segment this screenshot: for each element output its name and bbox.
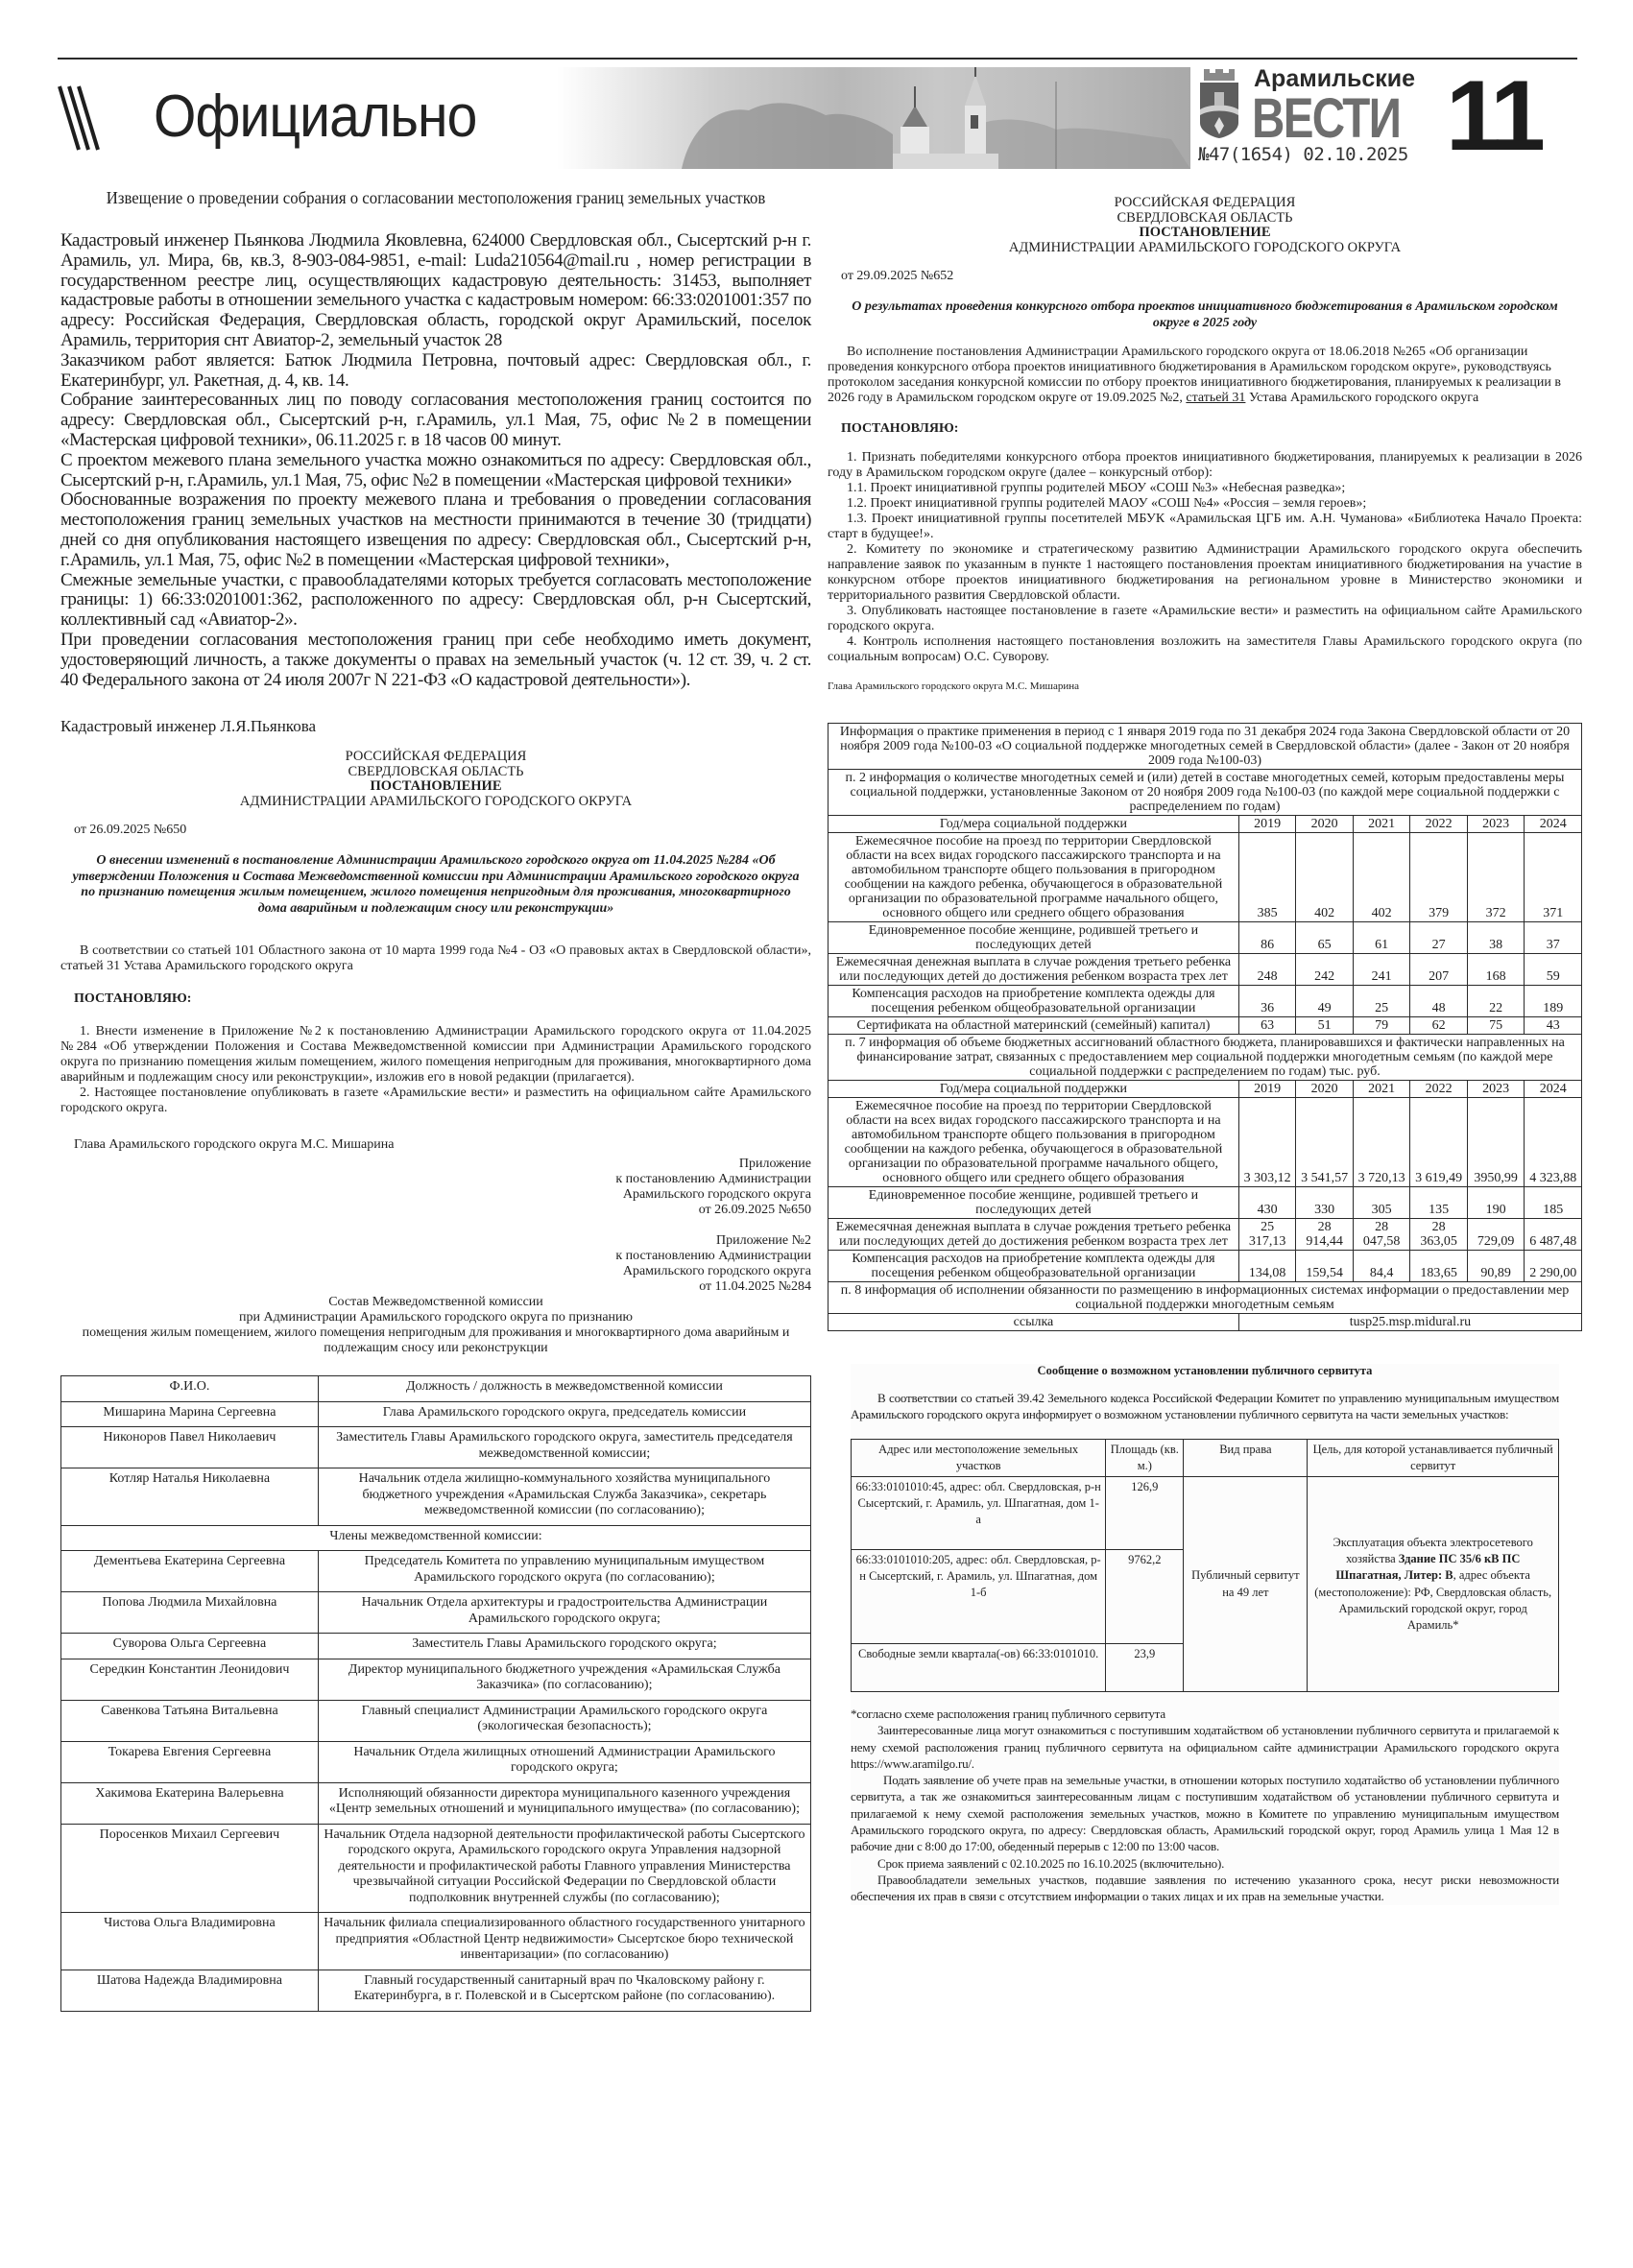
year-header: 2021 xyxy=(1353,1081,1410,1098)
year-header: 2024 xyxy=(1525,816,1582,833)
value-cell: 185 xyxy=(1525,1187,1582,1219)
plot-address: Свободные земли квартала(-ов) 66:33:0101010. xyxy=(852,1644,1106,1692)
value-cell: 3950,99 xyxy=(1467,1098,1525,1187)
member-name: Середкин Константин Леонидович xyxy=(61,1659,319,1700)
value-cell: 38 xyxy=(1467,922,1525,954)
appendix-line: к постановлению Администрации xyxy=(615,1172,811,1187)
decree-header xyxy=(828,196,1582,255)
commission-table xyxy=(60,1375,811,2012)
region-line: СВЕРДЛОВСКАЯ ОБЛАСТЬ xyxy=(348,763,524,779)
column-header: Ф.И.О. xyxy=(61,1376,319,1402)
table-row xyxy=(61,1741,811,1782)
section-title: Официально xyxy=(154,84,477,150)
measure-label: Ежемесячное пособие на проезд по территории Свердловской области на всех видах городского пассажирского транспорта и на автомобильном транспорте общего пользования в пригородном сообщении на каждого ребенка, обучающегося в образовательной организации по образовательной программе начального общего, основного общего или среднего общего образования xyxy=(829,833,1239,922)
table-row xyxy=(829,1098,1582,1187)
purpose-text: , адрес объекта (местоположение): РФ, Свердловская область, Арамильский городской округ, город Арамиль* xyxy=(1314,1568,1552,1632)
newspaper-logo xyxy=(1198,60,1582,172)
right-column xyxy=(828,188,1582,1905)
table-row xyxy=(829,1017,1582,1035)
issuer-line: АДМИНИСТРАЦИИ АРАМИЛЬСКОГО ГОРОДСКОГО ОКРУГА xyxy=(1008,239,1402,255)
column-header: Адрес или местоположение земельных участков xyxy=(852,1439,1106,1476)
column-header: Год/мера социальной поддержки xyxy=(829,1081,1239,1098)
value-cell: 190 xyxy=(1467,1187,1525,1219)
plot-address: 66:33:0101010:45, адрес: обл. Свердловская, р-н Сысертский, г. Арамиль, ул. Шпагатная, дом 1-а xyxy=(852,1477,1106,1550)
composition-title-line: при Администрации Арамильского городского округа по признанию xyxy=(238,1310,634,1325)
public-servitude-notice xyxy=(851,1364,1559,1905)
document-type: ПОСТАНОВЛЕНИЕ xyxy=(370,778,502,795)
member-name: Суворова Ольга Сергеевна xyxy=(61,1634,319,1659)
member-name: Котляр Наталья Николаевна xyxy=(61,1468,319,1526)
value-cell: 84,4 xyxy=(1353,1251,1410,1282)
right-type: Публичный сервитут на 49 лет xyxy=(1184,1477,1308,1692)
plot-area: 9762,2 xyxy=(1106,1550,1184,1644)
column-header: Цель, для которой устанавливается публичный сервитут xyxy=(1308,1439,1559,1476)
value-cell: 61 xyxy=(1353,922,1410,954)
table-row xyxy=(61,1659,811,1700)
link-label: ссылка xyxy=(829,1314,1239,1331)
value-cell: 402 xyxy=(1353,833,1410,922)
year-header: 2019 xyxy=(1238,1081,1296,1098)
decree-item: 4. Контроль исполнения настоящего постановления возложить на заместителя Главы Арамильского городского округа (по социальным вопросам) О.С. Суворову. xyxy=(828,634,1582,664)
composition-title-line: помещения жилым помещением, жилого помещения непригодным для проживания и многоквартирного дома аварийным и подлежащим сносу или реконструкции xyxy=(82,1325,790,1356)
preamble-text: Устава Арамильского городского округа xyxy=(1245,391,1479,405)
appendix-line: от 11.04.2025 №284 xyxy=(699,1279,811,1295)
decree-signature: Глава Арамильского городского округа М.С. Мишарина xyxy=(828,680,1079,692)
table-row xyxy=(61,1824,811,1913)
plot-area: 126,9 xyxy=(1106,1477,1184,1550)
value-cell: 305 xyxy=(1353,1187,1410,1219)
value-cell: 241 xyxy=(1353,954,1410,986)
member-name: Мишарина Марина Сергеевна xyxy=(61,1401,319,1427)
servitude-title: Сообщение о возможном установлении публичного сервитута xyxy=(1037,1364,1373,1377)
table-row xyxy=(829,954,1582,986)
value-cell: 63 xyxy=(1238,1017,1296,1035)
value-cell: 379 xyxy=(1410,833,1468,922)
notice-paragraph: Обоснованные возражения по проекту межевого плана и требования о проведении согласования местоположения границ земельных участков на местности принимаются в течение 30 (тридцати) дней со дня опубликования настоящего извещения по адресу: Свердловская обл., Сысертский р-н, г.Арамиль, ул.1 Мая, 75, офис №2 в помещении «Мастерская цифровой техники», xyxy=(60,489,811,570)
member-position: Главный государственный санитарный врач по Чкаловскому району г. Екатеринбурга, в г. Полевской и в Сысертском районе (по согласованию). xyxy=(318,1970,810,2011)
decree-signature: Глава Арамильского городского округа М.С. Мишарина xyxy=(74,1137,395,1153)
value-cell: 28 047,58 xyxy=(1353,1219,1410,1251)
value-cell: 134,08 xyxy=(1238,1251,1296,1282)
value-cell: 6 487,48 xyxy=(1525,1219,1582,1251)
member-position: Заместитель Главы Арамильского городского округа, заместитель председателя межведомственной комиссии; xyxy=(318,1427,810,1468)
value-cell: 729,09 xyxy=(1467,1219,1525,1251)
section-7-caption: п. 7 информация об объеме бюджетных ассигнований областного бюджета, планировавшихся и фактически направленных на финансирование затрат, связанных с предоставлением мер социальной поддержки многодетным семьям (по каждой мере социальной поддержки с распределением по годам) тыс. руб. xyxy=(829,1035,1582,1081)
measure-label: Ежемесячная денежная выплата в случае рождения третьего ребенка или последующих детей до достижения ребенком возраста трех лет xyxy=(829,954,1239,986)
value-cell: 330 xyxy=(1296,1187,1354,1219)
member-position: Заместитель Главы Арамильского городского округа; xyxy=(318,1634,810,1659)
church-skyline-icon xyxy=(557,67,1190,169)
value-cell: 79 xyxy=(1353,1017,1410,1035)
servitude-intro: В соответствии со статьей 39.42 Земельного кодекса Российской Федерации Комитет по управлению муниципальным имуществом Арамильского городского округа информирует о возможном установлении публичного сервитута на части земельных участков: xyxy=(851,1391,1559,1422)
year-header-row xyxy=(829,1081,1582,1098)
decree-650 xyxy=(60,750,811,2012)
decree-date: от 26.09.2025 №650 xyxy=(74,823,187,838)
left-column xyxy=(60,188,811,2012)
value-cell: 372 xyxy=(1467,833,1525,922)
decree-preamble xyxy=(828,345,1582,406)
value-cell: 48 xyxy=(1410,986,1468,1017)
servitude-paragraph: Срок приема заявлений с 02.10.2025 по 16.10.2025 (включительно). xyxy=(877,1855,1225,1871)
table-row xyxy=(61,1782,811,1824)
member-position: Начальник филиала специализированного областного государственного унитарного предприятия «Областной Центр недвижимости» Сысертское бюро технической инвентаризации» (по согласованию) xyxy=(318,1913,810,1970)
value-cell: 183,65 xyxy=(1410,1251,1468,1282)
church-photo xyxy=(557,67,1190,169)
year-header: 2020 xyxy=(1296,1081,1354,1098)
servitude-table xyxy=(851,1439,1559,1692)
purpose-text: Эксплуатация объекта электросетевого хозяйства xyxy=(1333,1535,1533,1566)
member-name: Чистова Ольга Владимировна xyxy=(61,1913,319,1970)
link-value[interactable]: tusp25.msp.midural.ru xyxy=(1238,1314,1581,1331)
notice-paragraph: Собрание заинтересованных лиц по поводу согласования местоположения границ состоится по адресу: Свердловская обл., Сысертский р-н, г.Арамиль, ул.1 Мая, 75, офис №2 в помещении «Мастерская цифровой техники», 06.11.2025 г. в 18 часов 00 минут. xyxy=(60,390,811,450)
decree-item: 1.2. Проект инициативной группы родителей МАОУ «СОШ №4» «Россия – земля героев»; xyxy=(847,496,1367,511)
year-header: 2023 xyxy=(1467,816,1525,833)
measure-label: Единовременное пособие женщине, родившей третьего и последующих детей xyxy=(829,1187,1239,1219)
member-position: Председатель Комитета по управлению муниципальным имуществом Арамильского городского округа (по согласованию); xyxy=(318,1551,810,1592)
member-position: Главный специалист Администрации Арамильского городского округа (экологическая безопасность); xyxy=(318,1700,810,1741)
value-cell: 65 xyxy=(1296,922,1354,954)
value-cell: 248 xyxy=(1238,954,1296,986)
table-row xyxy=(61,1468,811,1526)
issuer-line: АДМИНИСТРАЦИИ АРАМИЛЬСКОГО ГОРОДСКОГО ОКРУГА xyxy=(239,793,633,809)
value-cell: 2 290,00 xyxy=(1525,1251,1582,1282)
table-row xyxy=(61,1592,811,1634)
appendix-line: Арамильского городского округа xyxy=(622,1187,811,1203)
servitude-paragraph: Подать заявление об учете прав на земельные участки, в отношении которых поступило ходатайство об установлении публичного сервитута, а так же ознакомиться заинтересованным лицам с поступившим ходатайством об установлении публичного сервитута и прилагаемой к нему схемой расположения земельных участков, можно в Комитете по управлению муниципальным имуществом Арамильского городского округа, по адресу: Свердловская область, Арамильский городской округ, город Арамиль улица 1 Мая 12 в рабочие дни с 8:00 до 17:00, обеденный перерыв с 12:00 по 13:00 часов. xyxy=(851,1773,1559,1854)
member-name: Попова Людмила Михайловна xyxy=(61,1592,319,1634)
preamble-text: Во исполнение постановления Администрации Арамильского городского округа от 18.06.2018 №265 «Об организации проведения конкурсного отбора проектов инициативного бюджетирования в Арамильском городском округе», руководствуясь протоколом заседания конкурсной комиссии по отбору проектов инициативного бюджетирования, планируемых к реализации в 2026 году в Арамильском городском округе от 19.09.2025 №2, xyxy=(828,345,1561,405)
logo-title-main: ВЕСТИ xyxy=(1252,87,1401,150)
decree-subject: О внесении изменений в постановление Администрации Арамильского городского округа от 11.04.2025 №284 «Об утверждении Положения и Состава Межведомственной комиссии при Администрации Арамильского городского округа по признанию помещения жилым помещением, жилого помещения непригодным для проживания, многоквартирного дома аварийным и подлежащим сносу или реконструкции» xyxy=(72,853,800,916)
notice-paragraph: Смежные земельные участки, с правообладателями которых требуется согласовать местоположение границы: 1) 66:33:0201001:362, расположенного по адресу: Свердловская обл, р-н Сысертский, коллективный сад «Авиатор-2». xyxy=(60,569,811,631)
value-cell: 25 317,13 xyxy=(1238,1219,1296,1251)
table-header-row xyxy=(852,1439,1559,1476)
header-rule xyxy=(58,58,1577,60)
column-header: Площадь (кв. м.) xyxy=(1106,1439,1184,1476)
value-cell: 37 xyxy=(1525,922,1582,954)
column-header: Должность / должность в межведомственной комиссии xyxy=(318,1376,810,1402)
table-row xyxy=(61,1970,811,2011)
table-row xyxy=(829,986,1582,1017)
member-name: Поросенков Михаил Сергеевич xyxy=(61,1824,319,1913)
servitude-paragraph: Заинтересованные лица могут ознакомиться с поступившим ходатайством об установлении публичного сервитута и прилагаемой к нему схемой расположения границ публичного сервитута на официальном сайте администрации Арамильского городского округа https://www.aramilgo.ru/. xyxy=(851,1723,1559,1771)
measure-label: Компенсация расходов на приобретение комплекта одежды для посещения ребенком общеобразовательной организации xyxy=(829,1251,1239,1282)
member-name: Никоноров Павел Николаевич xyxy=(61,1427,319,1468)
servitude-paragraph: Правообладатели земельных участков, подавшие заявления по истечению указанного срока, несут риски невозможности обеспечения их прав в связи с отсутствием информации о таких лицах и их прав на земельные участки. xyxy=(851,1872,1559,1904)
measure-label: Ежемесячное пособие на проезд по территории Свердловской области на всех видах городского пассажирского транспорта и на автомобильном транспорте общего пользования в пригородном сообщении на каждого ребенка, обучающегося в образовательной организации по образовательной программе начального общего, основного общего или среднего общего образования xyxy=(829,1098,1239,1187)
decree-item: 1.3. Проект инициативной группы посетителей МБУК «Арамильская ЦГБ им. А.Н. Чуманова» «Библиотека Начало Проекта: старт в будущее!». xyxy=(828,512,1582,541)
table-row xyxy=(61,1401,811,1427)
decree-resolve: ПОСТАНОВЛЯЮ: xyxy=(841,421,959,436)
table-row xyxy=(829,1187,1582,1219)
table-header-row xyxy=(61,1376,811,1402)
value-cell: 90,89 xyxy=(1467,1251,1525,1282)
member-name: Савенкова Татьяна Витальевна xyxy=(61,1700,319,1741)
table-row xyxy=(61,1913,811,1970)
value-cell: 402 xyxy=(1296,833,1354,922)
composition-title-line: Состав Межведомственной комиссии xyxy=(328,1295,543,1310)
decree-item: 3. Опубликовать настоящее постановление в газете «Арамильские вести» и разместить на официальном сайте Арамильского городского округа. xyxy=(828,604,1582,633)
decree-resolve: ПОСТАНОВЛЯЮ: xyxy=(74,991,192,1007)
year-header: 2021 xyxy=(1353,816,1410,833)
year-header: 2020 xyxy=(1296,816,1354,833)
appendix-line: к постановлению Администрации xyxy=(615,1249,811,1264)
section-slashes-icon xyxy=(58,84,106,152)
servitude-footnote: *согласно схеме расположения границ публичного сервитута xyxy=(851,1707,1165,1721)
value-cell: 385 xyxy=(1238,833,1296,922)
value-cell: 51 xyxy=(1296,1017,1354,1035)
composition-title xyxy=(60,1295,811,1356)
notice-body xyxy=(60,231,811,690)
member-name: Дементьева Екатерина Сергеевна xyxy=(61,1551,319,1592)
value-cell: 3 619,49 xyxy=(1410,1098,1468,1187)
value-cell: 242 xyxy=(1296,954,1354,986)
table-row xyxy=(829,922,1582,954)
measure-label: Сертификата на областной материнский (семейный) капитал) xyxy=(829,1017,1239,1035)
table-row xyxy=(61,1551,811,1592)
member-name: Хакимова Екатерина Валерьевна xyxy=(61,1782,319,1824)
notice-title: Извещение о проведении собрания о согласовании местоположения границ земельных участков xyxy=(106,188,766,207)
page-number: 11 xyxy=(1446,60,1540,172)
charter-article-link[interactable]: статьей 31 xyxy=(1186,391,1246,405)
appendix-line: Приложение №2 xyxy=(716,1233,811,1249)
member-position: Директор муниципального бюджетного учреждения «Арамильская Служба Заказчика» (по согласованию); xyxy=(318,1659,810,1700)
table-row xyxy=(61,1634,811,1659)
notice-signature: Кадастровый инженер Л.Я.Пьянкова xyxy=(60,717,317,736)
table-title: Информация о практике применения в период с 1 января 2019 года по 31 декабря 2024 года Закона Свердловской области от 20 ноября 2009 года №100-03 «О социальной поддержке многодетных семей в Свердловской области» (далее - Закон от 20 ноября 2009 года №100-03) xyxy=(829,724,1582,770)
member-position: Исполняющий обязанности директора муниципального казенного учреждения «Центр земельных отношений и муниципального имущества» (по согласованию); xyxy=(318,1782,810,1824)
value-cell: 168 xyxy=(1467,954,1525,986)
year-header-row xyxy=(829,816,1582,833)
measure-label: Единовременное пособие женщине, родившей третьего и последующих детей xyxy=(829,922,1239,954)
decree-item: 2. Комитету по экономике и стратегическому развитию Администрации Арамильского городского округа обеспечить направление заявок по указанным в пункте 1 настоящего постановления проектам инициативного бюджетирования на участие в конкурсном отборе проектов инициативного бюджетирования на региональном уровне в Министерство экономики и территориального развития Свердловской области. xyxy=(828,542,1582,603)
decree-date: от 29.09.2025 №652 xyxy=(841,269,954,283)
value-cell: 36 xyxy=(1238,986,1296,1017)
notice-paragraph: Кадастровый инженер Пьянкова Людмила Яковлевна, 624000 Свердловская обл., Сысертский р-н г. Арамиль, ул. Мира, 6в, кв.3, 8-903-084-9851, e-mail: Luda210564@mail.ru , номер регистрации в государственном реестре лиц, осуществляющих кадастровую деятельность: 31453, выполняет кадастровые работы в отношении земельного участка с кадастровым номером: 66:33:0201001:357 по адресу: Российская Федерация, Свердловская область, городской округ Арамильский, поселок Арамиль, территория снт Авиатор-2, земельный участок 28 xyxy=(60,230,811,350)
decree-header xyxy=(60,750,811,809)
value-cell: 22 xyxy=(1467,986,1525,1017)
measure-label: Компенсация расходов на приобретение комплекта одежды для посещения ребенком общеобразовательной организации xyxy=(829,986,1239,1017)
document-type: ПОСТАНОВЛЕНИЕ xyxy=(1139,225,1271,240)
country-line: РОССИЙСКАЯ ФЕДЕРАЦИЯ xyxy=(345,749,527,765)
plot-area: 23,9 xyxy=(1106,1644,1184,1692)
table-row xyxy=(61,1427,811,1468)
notice-paragraph: Заказчиком работ является: Батюк Людмила Петровна, почтовый адрес: Свердловская обл., г. Екатеринбург, ул. Ракетная, д. 4, кв. 14. xyxy=(60,349,811,391)
value-cell: 75 xyxy=(1467,1017,1525,1035)
member-position: Начальник Отдела надзорной деятельности профилактической работы Сысертского городского округа, Арамильского городского округа Управления надзорной деятельности и профилактической работы Главного управления Министерства чрезвычайной ситуации Российской Федерации по Свердловской области подполковник внутренней службы (по согласованию); xyxy=(318,1824,810,1913)
value-cell: 159,54 xyxy=(1296,1251,1354,1282)
measure-label: Ежемесячная денежная выплата в случае рождения третьего ребенка или последующих детей до достижения ребенком возраста трех лет xyxy=(829,1219,1239,1251)
value-cell: 25 xyxy=(1353,986,1410,1017)
appendix-line: от 26.09.2025 №650 xyxy=(698,1203,811,1218)
value-cell: 86 xyxy=(1238,922,1296,954)
value-cell: 3 541,57 xyxy=(1296,1098,1354,1187)
member-name: Токарева Евгения Сергеевна xyxy=(61,1741,319,1782)
member-position: Глава Арамильского городского округа, председатель комиссии xyxy=(318,1401,810,1427)
notice-paragraph: С проектом межевого плана земельного участка можно ознакомиться по адресу: Свердловская обл., Сысертский р-н, г.Арамиль, ул.1 Мая, 75, офис №2 в помещении «Мастерская цифровой техники» xyxy=(60,449,811,490)
table-row xyxy=(829,1219,1582,1251)
country-line: РОССИЙСКАЯ ФЕДЕРАЦИЯ xyxy=(1114,195,1296,210)
appendix-line: Приложение xyxy=(738,1157,811,1172)
coat-of-arms-icon xyxy=(1198,67,1240,138)
land-boundary-notice xyxy=(60,188,811,736)
plot-address: 66:33:0101010:205, адрес: обл. Свердловская, р-н Сысертский, г. Арамиль, ул. Шпагатная, дом 1-б xyxy=(852,1550,1106,1644)
section-2-caption: п. 2 информация о количестве многодетных семей и (или) детей в составе многодетных семей, которым предоставлены меры социальной поддержки, установленные Законом от 20 ноября 2009 года №100-03 (по каждой мере социальной поддержки с распределением по годам) xyxy=(829,770,1582,816)
member-name: Шатова Надежда Владимировна xyxy=(61,1970,319,2011)
value-cell: 207 xyxy=(1410,954,1468,986)
members-label-row xyxy=(61,1525,811,1551)
column-header: Год/мера социальной поддержки xyxy=(829,816,1239,833)
appendix-line: Арамильского городского округа xyxy=(622,1264,811,1279)
servitude-purpose xyxy=(1308,1477,1559,1692)
appendix-1-heading xyxy=(60,1157,811,1218)
year-header: 2024 xyxy=(1525,1081,1582,1098)
section-8-caption: п. 8 информация об исполнении обязанности по размещению в информационных системах информации о предоставлении мер социальной поддержки многодетным семьям xyxy=(829,1282,1582,1314)
value-cell: 3 303,12 xyxy=(1238,1098,1296,1187)
decree-652 xyxy=(828,196,1582,694)
value-cell: 27 xyxy=(1410,922,1468,954)
value-cell: 28 363,05 xyxy=(1410,1219,1468,1251)
value-cell: 430 xyxy=(1238,1187,1296,1219)
purpose-object: Здание ПС 35/6 кВ ПС Шпагатная, Литер: В xyxy=(1335,1552,1521,1583)
value-cell: 28 914,44 xyxy=(1296,1219,1354,1251)
members-label: Члены межведомственной комиссии: xyxy=(61,1525,811,1551)
appendix-2-heading xyxy=(60,1233,811,1295)
link-row xyxy=(829,1314,1582,1331)
decree-item: 1.1. Проект инициативной группы родителей МБОУ «СОШ №3» «Небесная разведка»; xyxy=(847,481,1346,495)
decree-item: 1. Признать победителями конкурсного отбора проектов инициативного бюджетирования, планируемых к реализации в 2026 году в Арамильском городском округе (далее – конкурсный отбор): xyxy=(828,450,1582,480)
table-row xyxy=(852,1477,1559,1550)
value-cell: 49 xyxy=(1296,986,1354,1017)
decree-body xyxy=(60,943,811,1153)
decree-item: 1. Внести изменение в Приложение №2 к постановлению Администрации Арамильского городского округа от 11.04.2025 №284 «Об утверждении Положения и Состава Межведомственной комиссии при Администрации Арамильского городского округа по признанию помещения жилым помещением, жилого помещения непригодным для проживания, многоквартирного дома аварийным и подлежащим сносу или реконструкции», изложив его в новой редакции (прилагается). xyxy=(60,1024,811,1086)
value-cell: 135 xyxy=(1410,1187,1468,1219)
notice-paragraph: При проведении согласования местоположения границ при себе необходимо иметь документ, удостоверяющий личность, а также документы о правах на земельный участок (ч. 12 ст. 39, ч. 2 ст. 40 Федерального закона от 24 июля 2007г N 221-ФЗ «О кадастровой деятельности»). xyxy=(60,629,811,690)
year-header: 2019 xyxy=(1238,816,1296,833)
year-header: 2023 xyxy=(1467,1081,1525,1098)
value-cell: 59 xyxy=(1525,954,1582,986)
value-cell: 62 xyxy=(1410,1017,1468,1035)
member-position: Начальник Отдела архитектуры и градостроительства Администрации Арамильского городского округа; xyxy=(318,1592,810,1634)
decree-subject: О результатах проведения конкурсного отбора проектов инициативного бюджетирования в Арамильском городском округе в 2025 году xyxy=(852,299,1558,330)
issue-number-date: №47(1654) 02.10.2025 xyxy=(1198,144,1408,165)
table-row xyxy=(829,833,1582,922)
column-header: Вид права xyxy=(1184,1439,1308,1476)
decree-preamble: В соответствии со статьей 101 Областного закона от 10 марта 1999 года №4 - ОЗ «О правовых актах в Свердловской области», статьей 31 Устава Арамильского городского округа xyxy=(60,943,811,974)
value-cell: 189 xyxy=(1525,986,1582,1017)
value-cell: 43 xyxy=(1525,1017,1582,1035)
value-cell: 3 720,13 xyxy=(1353,1098,1410,1187)
table-row xyxy=(61,1700,811,1741)
logo-title-top: Арамильские xyxy=(1254,65,1416,92)
region-line: СВЕРДЛОВСКАЯ ОБЛАСТЬ xyxy=(1117,209,1293,226)
decree-body xyxy=(828,345,1582,694)
table-row xyxy=(829,1251,1582,1282)
masthead xyxy=(58,60,1577,172)
member-position: Начальник Отдела жилищных отношений Администрации Арамильского городского округа; xyxy=(318,1741,810,1782)
value-cell: 371 xyxy=(1525,833,1582,922)
year-header: 2022 xyxy=(1410,816,1468,833)
year-header: 2022 xyxy=(1410,1081,1468,1098)
value-cell: 4 323,88 xyxy=(1525,1098,1582,1187)
decree-item: 2. Настоящее постановление опубликовать в газете «Арамильские вести» и разместить на официальном сайте Арамильского городского округа. xyxy=(60,1086,811,1116)
social-support-table xyxy=(828,723,1582,1331)
member-position: Начальник отдела жилищно-коммунального хозяйства муниципального бюджетного учреждения «Арамильская Служба Заказчика», секретарь межведомственной комиссии (по согласованию); xyxy=(318,1468,810,1526)
